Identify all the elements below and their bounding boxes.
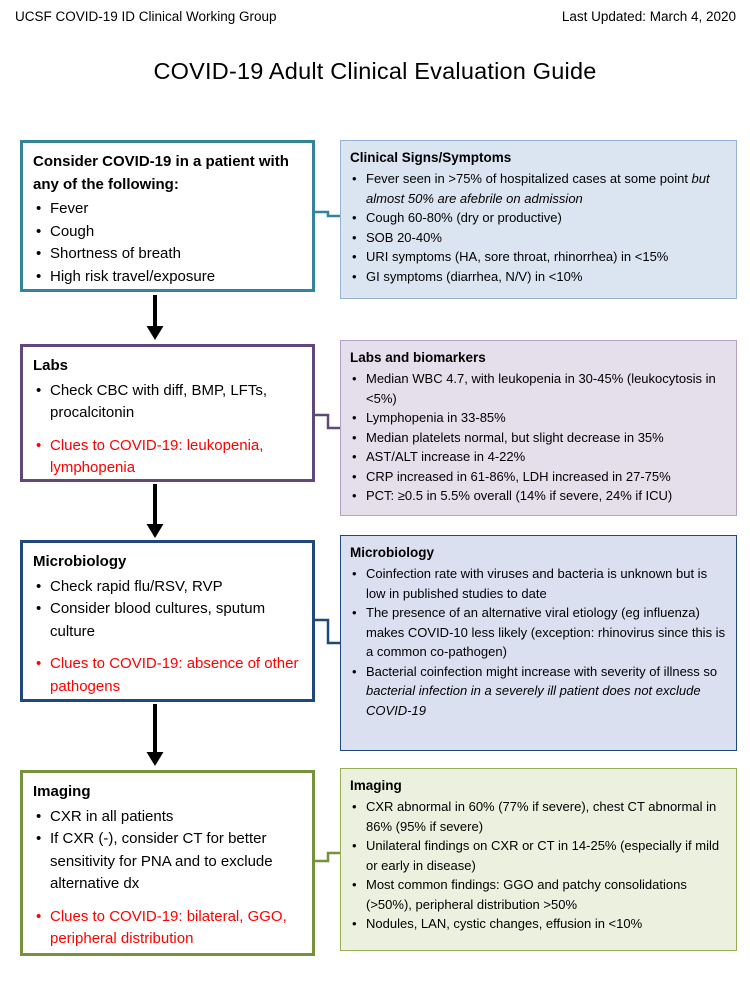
info-box-imaging — [340, 768, 737, 951]
bullet-list — [33, 198, 302, 288]
bullet-item: • Median WBC 4.7, with leukopenia in 30-45% (leukocytosis in <5%) — [350, 369, 726, 408]
connector-line — [315, 212, 340, 216]
bullet-item: • SOB 20-40% — [350, 228, 726, 248]
flow-box-imaging — [20, 770, 315, 956]
bullet-item: • URI symptoms (HA, sore throat, rhinorrhea) in <15% — [350, 247, 726, 267]
covid-clue: • Clues to COVID-19: bilateral, GGO, peripheral distribution — [33, 906, 302, 951]
bullet-item: • Fever — [33, 198, 302, 221]
bullet-item: • Check CBC with diff, BMP, LFTs, procalcitonin — [33, 380, 302, 425]
bullet-item: • If CXR (-), consider CT for better sensitivity for PNA and to exclude alternative dx — [33, 828, 302, 896]
bullet-item: • CXR in all patients — [33, 806, 302, 829]
bullet-item: • CXR abnormal in 60% (77% if severe), chest CT abnormal in 86% (95% if severe) — [350, 797, 726, 836]
info-box-labs-biomarkers — [340, 340, 737, 516]
bullet-item: • High risk travel/exposure — [33, 266, 302, 289]
bullet-item: • Median platelets normal, but slight decrease in 35% — [350, 428, 726, 448]
bullet-item: • Check rapid flu/RSV, RVP — [33, 576, 302, 599]
bullet-list — [33, 806, 302, 951]
bullet-item: • GI symptoms (diarrhea, N/V) in <10% — [350, 267, 726, 287]
bullet-list — [33, 380, 302, 480]
flow-box-title: Labs — [33, 357, 69, 374]
covid-clue: • Clues to COVID-19: absence of other pathogens — [33, 653, 302, 698]
bullet-item — [350, 169, 726, 208]
down-arrow-icon — [147, 704, 164, 766]
info-box-title: Microbiology — [350, 545, 434, 560]
bullet-list — [350, 564, 726, 720]
info-box-title: Clinical Signs/Symptoms — [350, 150, 512, 165]
bullet-item: • PCT: ≥0.5 in 5.5% overall (14% if severe, 24% if ICU) — [350, 486, 726, 506]
flow-box-title: Consider COVID-19 in a patient with any of the following: — [33, 153, 289, 193]
flow-box-title: Imaging — [33, 783, 91, 800]
last-updated: Last Updated: March 4, 2020 — [561, 9, 736, 24]
down-arrow-icon — [147, 295, 164, 340]
bullet-item — [350, 662, 726, 721]
connector-line — [315, 853, 340, 861]
covid-clue: • Clues to COVID-19: leukopenia, lymphopenia — [33, 435, 302, 480]
bullet-text: Bacterial coinfection might increase with severity of illness so — [366, 663, 718, 679]
info-box-microbiology — [340, 535, 737, 751]
bullet-item: • AST/ALT increase in 4-22% — [350, 447, 726, 467]
bullet-item: • Consider blood cultures, sputum culture — [33, 598, 302, 643]
bullet-item: • Cough — [33, 221, 302, 244]
connector-line — [315, 620, 340, 643]
bullet-item: • Nodules, LAN, cystic changes, effusion in <10% — [350, 914, 726, 934]
connector-line — [315, 415, 340, 428]
bullet-list — [33, 576, 302, 699]
flow-box-consider — [20, 140, 315, 292]
bullet-item: • Lymphopenia in 33-85% — [350, 408, 726, 428]
bullet-list — [350, 797, 726, 934]
flow-box-labs — [20, 344, 315, 482]
org-name: UCSF COVID-19 ID Clinical Working Group — [15, 9, 277, 24]
bullet-text: Fever seen in >75% of hospitalized cases at some point — [366, 171, 692, 187]
page-title: COVID-19 Adult Clinical Evaluation Guide — [153, 58, 597, 84]
bullet-item: • Cough 60-80% (dry or productive) — [350, 208, 726, 228]
flow-box-microbiology — [20, 540, 315, 702]
bullet-list — [350, 169, 726, 286]
info-box-title: Labs and biomarkers — [350, 350, 486, 365]
flow-box-title: Microbiology — [33, 553, 127, 570]
bullet-item: • CRP increased in 61-86%, LDH increased in 27-75% — [350, 467, 726, 487]
bullet-item: • Shortness of breath — [33, 243, 302, 266]
down-arrow-icon — [147, 484, 164, 538]
bullet-item: • The presence of an alternative viral etiology (eg influenza) makes COVID-10 less likely (exception: rhinovirus since this is a common co-pathogen) — [350, 603, 726, 662]
info-box-title: Imaging — [350, 778, 402, 793]
bullet-item: • Unilateral findings on CXR or CT in 14-25% (especially if mild or early in disease) — [350, 836, 726, 875]
bullet-item: • Coinfection rate with viruses and bacteria is unknown but is low in published studies to date — [350, 564, 726, 603]
info-box-clinical-signs — [340, 140, 737, 299]
italic-note: but almost 50% are afebrile on admission — [366, 171, 710, 206]
italic-note: bacterial infection in a severely ill patient does not exclude COVID-19 — [366, 683, 701, 718]
bullet-list — [350, 369, 726, 506]
bullet-item: • Most common findings: GGO and patchy consolidations (>50%), peripheral distribution >50% — [350, 875, 726, 914]
